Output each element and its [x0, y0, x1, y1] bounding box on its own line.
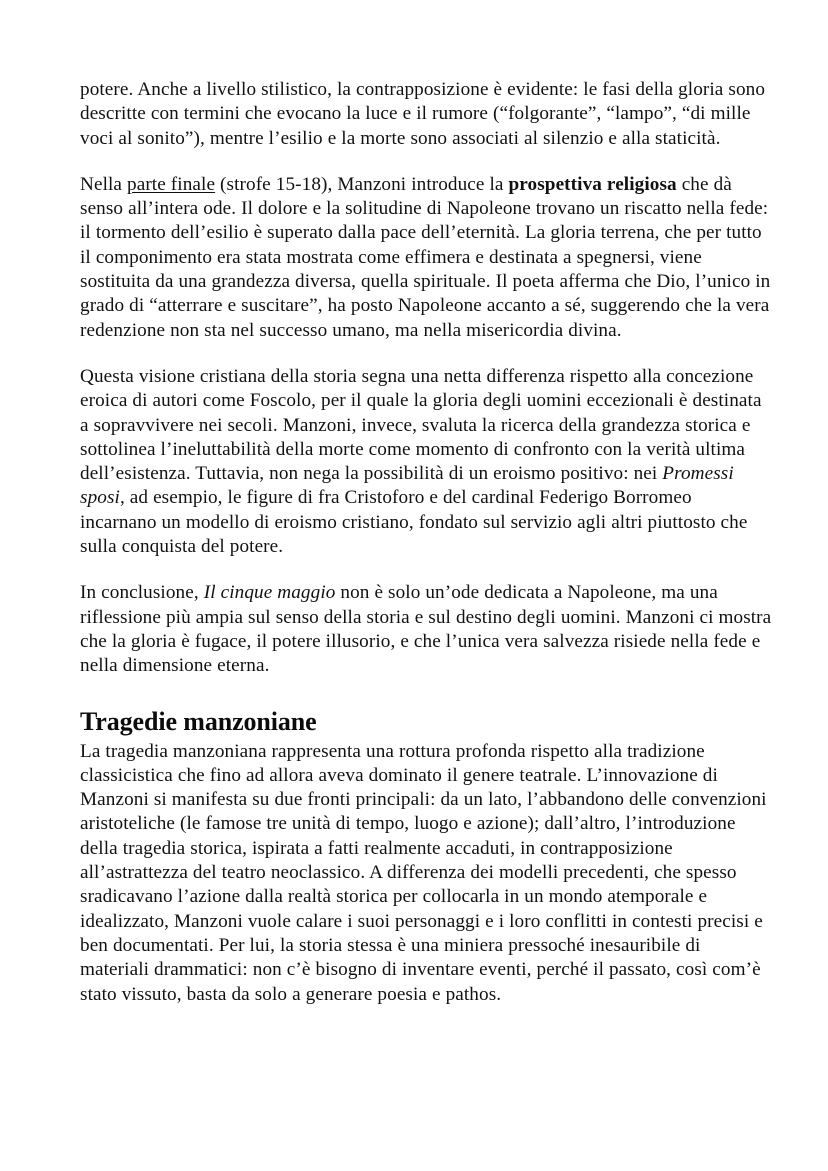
text-run-mid: (strofe 15-18), Manzoni introduce la — [215, 173, 509, 195]
text-run-lead: In conclusione, — [80, 582, 204, 604]
text-run-tail: che dà senso all’intera ode. Il dolore e la solitudine di Napoleone trovano un riscatto nella fede: il tormento dell’esilio è superato dalla pace dell’eternità. La gloria terrena, che per tutto il componimento era stata mostrata come effimera e destinata a spegnersi, viene sostituita da una grandezza diversa, quella spirituale. Il poeta afferma che Dio, l’unico in grado di “atterrare e suscitare”, ha posto Napoleone accanto a sé, suggerendo che la vera redenzione non sta nel successo umano, ma nella misericordia divina. — [80, 173, 771, 341]
paragraph-manzonian-tragedy: La tragedia manzoniana rappresenta una rottura profonda rispetto alla tradizione classicistica che fino ad allora aveva dominato il genere teatrale. L’innovazione di Manzoni si manifesta su due fronti principali: da un lato, l’abbandono delle convenzioni aristoteliche (le famose tre unità di tempo, luogo e azione); dall’altro, l’introduzione della tragedia storica, ispirata a fatti realmente accaduti, in contrapposizione all’astrattezza del teatro neoclassico. A differenza dei modelli precedenti, che spesso sradicavano l’azione dalla realtà storica per collocarla in un mondo atemporale e idealizzato, Manzoni vuole calare i suoi personaggi e i loro conflitti in contesti precisi e ben documentati. Per lui, la storia stessa è una miniera pressoché inesauribile di materiali drammatici: non c’è bisogno di inventare eventi, perché il passato, così com’è stato vissuto, basta da solo a generare poesia e pathos. — [80, 740, 767, 1005]
bold-term-prospettiva-religiosa: prospettiva religiosa — [508, 173, 677, 195]
document-body — [80, 78, 772, 1007]
italic-title-promessi-sposi: Promessi sposi — [80, 463, 734, 509]
paragraph-christian-vision — [80, 365, 772, 559]
underlined-term-parte-finale: parte finale — [127, 173, 216, 195]
paragraph-stylistic-contrast: potere. Anche a livello stilistico, la contrapposizione è evidente: le fasi della gloria sono descritte con termini che evocano la luce e il rumore (“folgorante”, “lampo”, “di mille voci al sonito”), mentre l’esilio e la morte sono associati al silenzio e alla staticità. — [80, 79, 766, 149]
section-heading-tragedie-manzoniane: Tragedie manzoniane — [80, 706, 317, 736]
text-run-tail: non è solo un’ode dedicata a Napoleone, ma una riflessione più ampia sul senso della storia e sul destino degli uomini. Manzoni ci mostra che la gloria è fugace, il potere illusorio, e che l’unica vera salvezza risiede nella fede e nella dimensione eterna. — [80, 582, 772, 677]
text-run-tail: , ad esempio, le figure di fra Cristoforo e del cardinal Federigo Borromeo incarnano un modello di eroismo cristiano, fondato sul servizio agli altri piuttosto che sulla conquista del potere. — [80, 487, 748, 558]
paragraph-religious-perspective — [80, 173, 772, 343]
text-run-lead: Nella — [80, 173, 128, 195]
italic-title-il-cinque-maggio: Il cinque maggio — [203, 582, 336, 604]
paragraph-conclusion — [80, 581, 772, 678]
text-run-lead: Questa visione cristiana della storia segna una netta differenza rispetto alla concezione eroica di autori come Foscolo, per il quale la gloria degli uomini eccezionali è destinata a sopravvivere nei secoli. Manzoni, invece, svaluta la ricerca della grandezza storica e sottolinea l’ineluttabilità della morte come momento di confronto con la verità ultima dell’esistenza. Tuttavia, non nega la possibilità di un eroismo positivo: nei — [80, 365, 762, 485]
